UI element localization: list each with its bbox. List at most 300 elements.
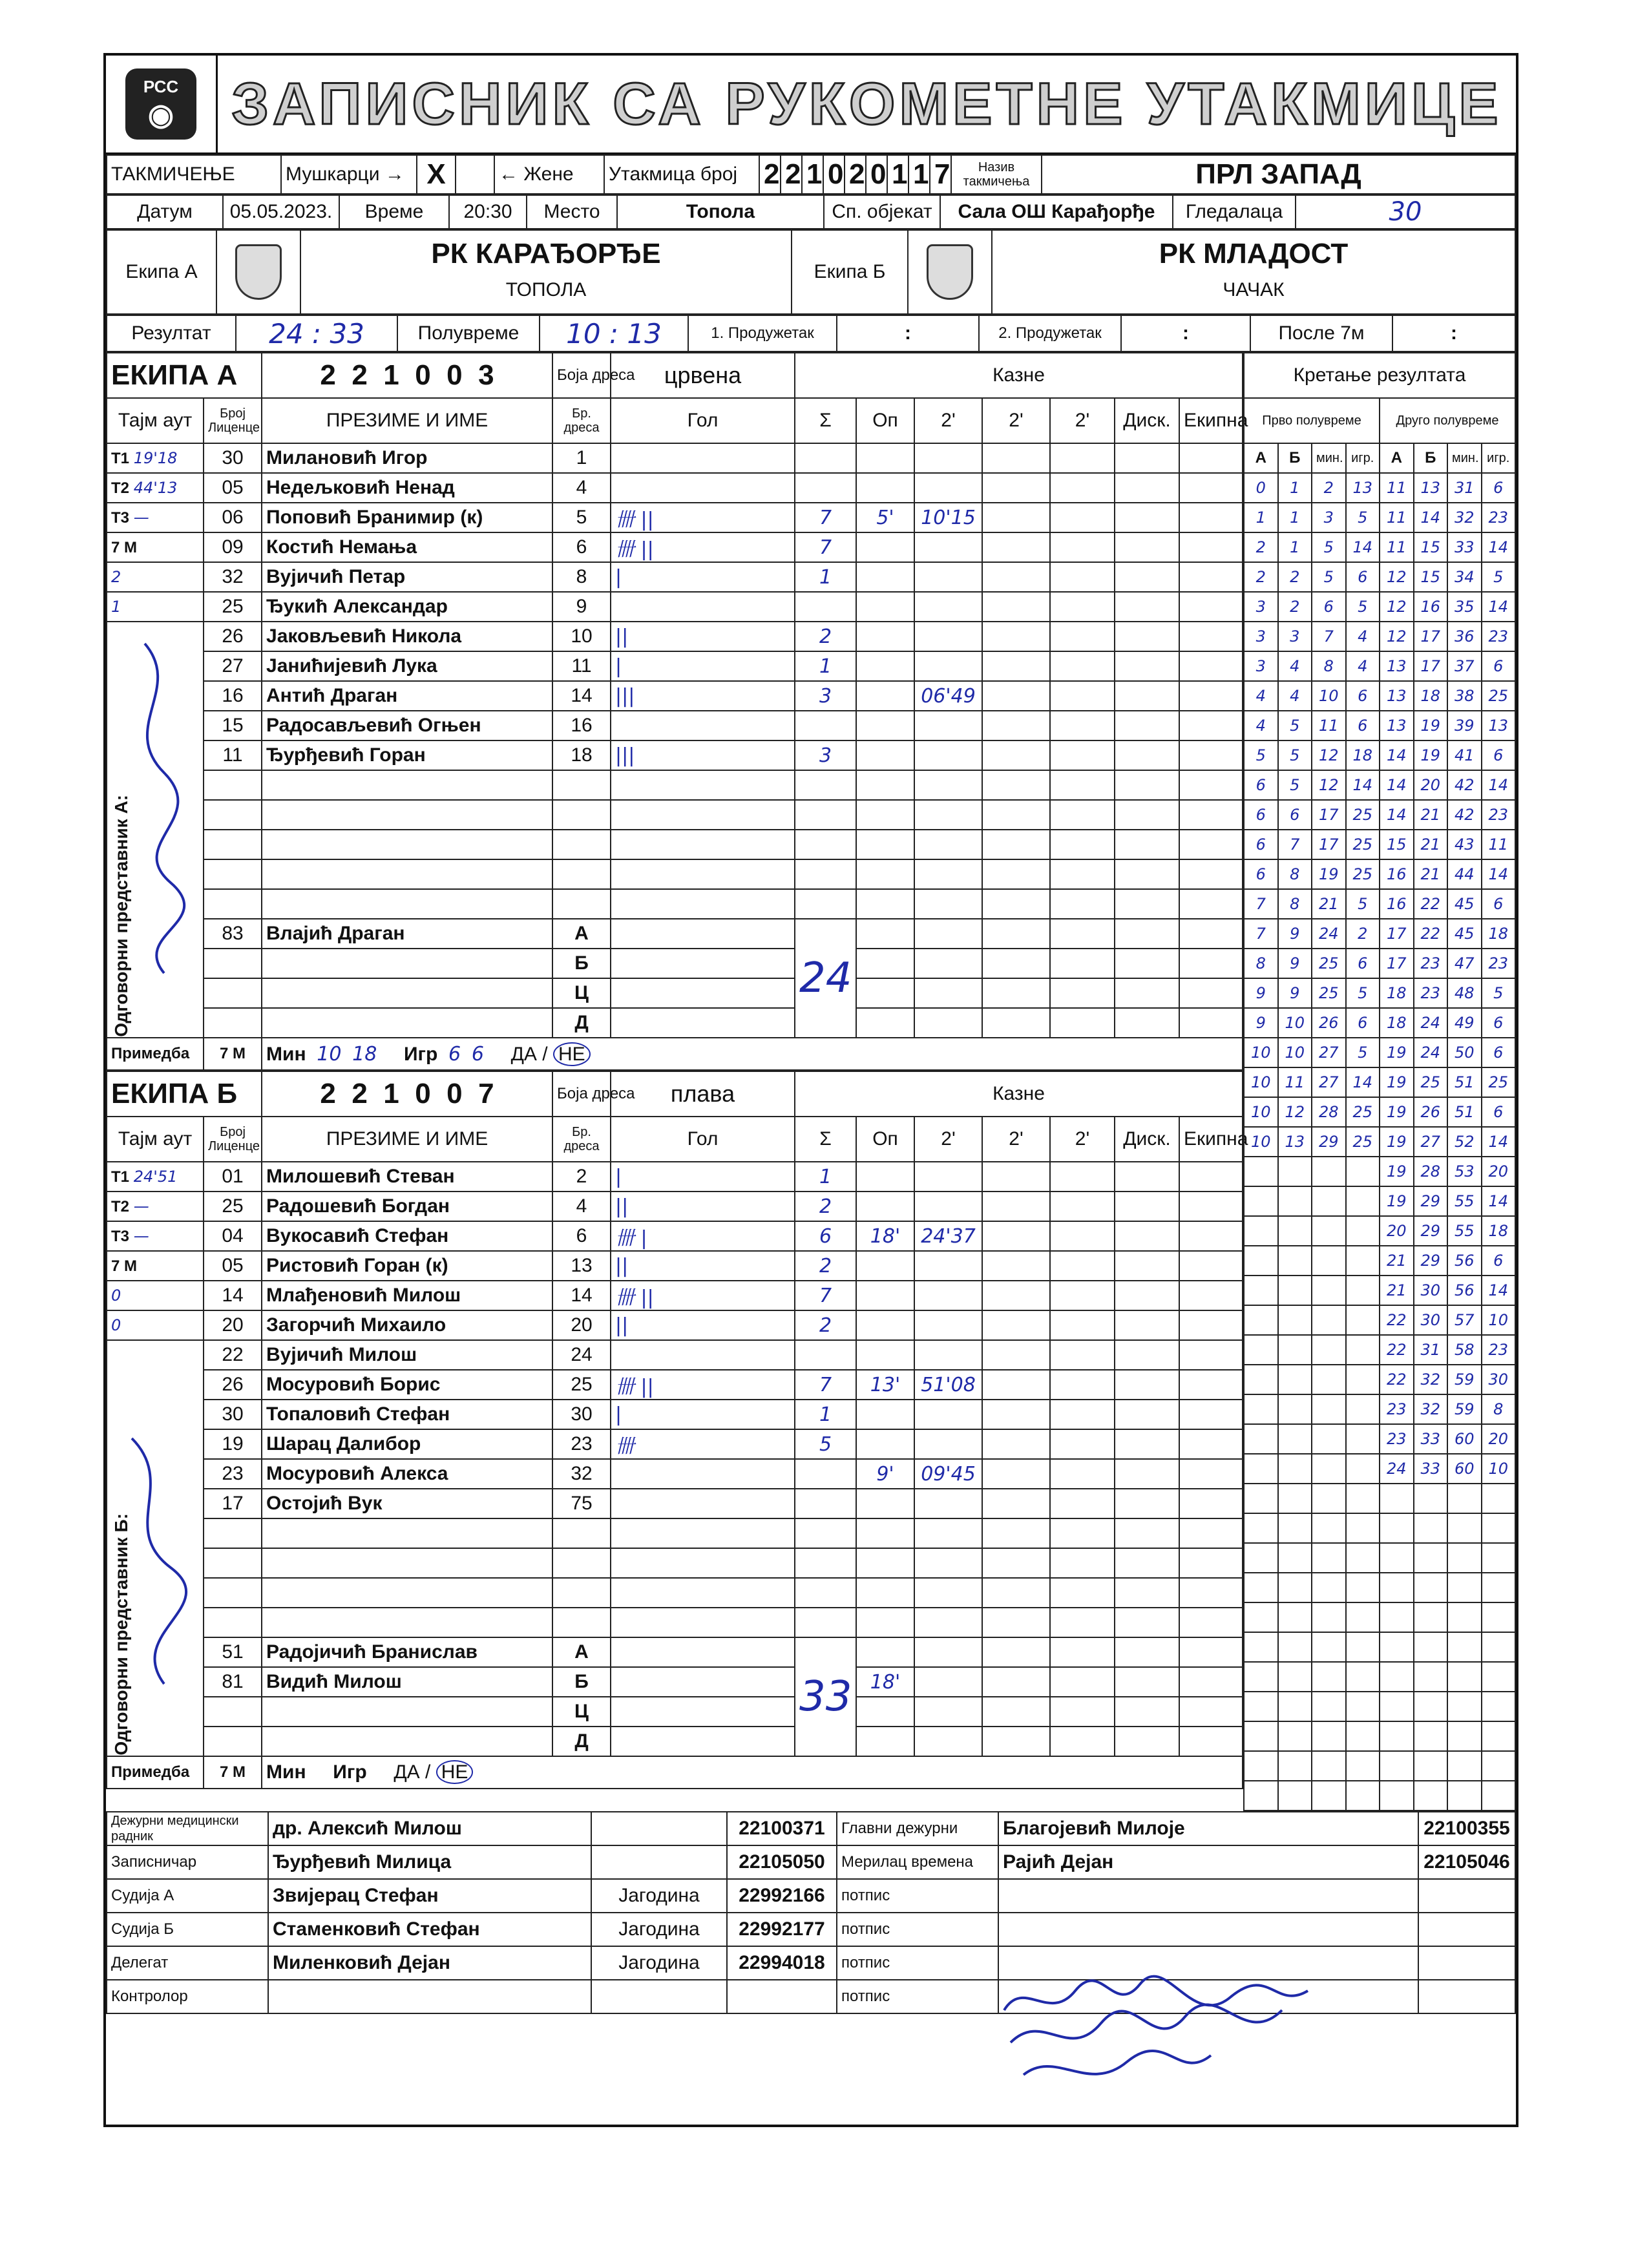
second-half-cell: 11 xyxy=(1380,473,1414,503)
first-half-cell: 2 xyxy=(1244,562,1278,592)
progress-row xyxy=(1244,622,1515,651)
first-half-cell: 8 xyxy=(1278,859,1312,889)
jersey-number: 2 xyxy=(552,1162,611,1192)
goals-tally xyxy=(611,1697,795,1727)
second-half-cell: 14 xyxy=(1482,1127,1516,1157)
progress-row xyxy=(1244,919,1515,949)
goals-tally xyxy=(611,1340,795,1370)
second-half-cell: 35 xyxy=(1447,592,1482,622)
player-name xyxy=(262,1697,552,1727)
first-half-cell: 12 xyxy=(1312,740,1346,770)
timeout-label: T1 xyxy=(111,449,130,467)
first-half-cell xyxy=(1278,1513,1312,1543)
team-penalty-cell xyxy=(1179,740,1243,770)
suspension-time xyxy=(914,1727,982,1756)
first-half-cell xyxy=(1278,1365,1312,1394)
second-half-cell: 51 xyxy=(1447,1097,1482,1127)
first-half-cell: 4 xyxy=(1244,711,1278,740)
title-bar xyxy=(106,56,1516,154)
jersey-number: 9 xyxy=(552,592,611,622)
second-half-cell xyxy=(1482,1662,1516,1692)
match-no-digit: 2 xyxy=(759,155,781,194)
second-half-cell: 8 xyxy=(1482,1394,1516,1424)
official-role: Делегат xyxy=(107,1946,268,1980)
association-abbr: РСС xyxy=(143,76,179,96)
first-half-cell xyxy=(1346,1365,1380,1394)
jersey-number: 20 xyxy=(552,1310,611,1340)
second-half-cell xyxy=(1380,1513,1414,1543)
second-half-cell: 6 xyxy=(1482,1246,1516,1276)
second-half-cell: 19 xyxy=(1380,1038,1414,1067)
document-title: ЗАПИСНИК СА РУКОМЕТНЕ УТАКМИЦЕ xyxy=(231,70,1502,137)
first-half-cell: 10 xyxy=(1244,1067,1278,1097)
first-half-cell: 2 xyxy=(1278,592,1312,622)
second-half-cell: 60 xyxy=(1447,1424,1482,1454)
progress-row xyxy=(1244,1692,1515,1721)
jersey-color-label: Боја дреса xyxy=(552,353,611,398)
goals-sum xyxy=(795,859,856,889)
suspension-time xyxy=(1050,1400,1115,1429)
first-half-cell xyxy=(1244,1781,1278,1811)
first-half-cell: 9 xyxy=(1278,919,1312,949)
first-half-cell xyxy=(1244,1632,1278,1662)
suspension-time xyxy=(914,1400,982,1429)
second-half-cell: 23 xyxy=(1380,1424,1414,1454)
suspension-time xyxy=(1050,1727,1115,1756)
team-penalty-cell xyxy=(1179,978,1243,1008)
player-name: Ђурђевић Горан xyxy=(262,740,552,770)
first-half-cell xyxy=(1346,1276,1380,1305)
second-half-cell: 31 xyxy=(1447,473,1482,503)
timeout-value: 19'18 xyxy=(133,448,178,467)
first-half-cell xyxy=(1312,1454,1346,1484)
second-half-cell: 23 xyxy=(1482,503,1516,532)
second-half-cell: 21 xyxy=(1380,1246,1414,1276)
first-half-cell: 6 xyxy=(1278,800,1312,830)
second-half-cell: 19 xyxy=(1380,1097,1414,1127)
second-half-cell: 22 xyxy=(1380,1365,1414,1394)
warning-time: 5' xyxy=(856,503,914,532)
player-row xyxy=(107,770,1243,800)
first-half-cell xyxy=(1278,1573,1312,1602)
second-half-cell xyxy=(1482,1632,1516,1662)
second-half-cell: 45 xyxy=(1447,919,1482,949)
first-half-cell: 5 xyxy=(1278,770,1312,800)
men-mark[interactable]: X xyxy=(417,155,456,194)
suspension-time xyxy=(914,1251,982,1281)
disqualification-cell xyxy=(1115,1518,1179,1548)
first-half-cell xyxy=(1346,1157,1380,1186)
suspension-time xyxy=(914,978,982,1008)
official-role: Судија А xyxy=(107,1879,268,1913)
sevenm-label: 7 М xyxy=(204,1756,262,1789)
halftime-result: 10 : 13 xyxy=(540,315,688,352)
first-half-cell xyxy=(1312,1662,1346,1692)
license-cell xyxy=(204,859,262,889)
first-half-cell: 4 xyxy=(1278,681,1312,711)
suspension-time xyxy=(1050,1251,1115,1281)
official-row xyxy=(107,1812,1515,1845)
official-letter: Б xyxy=(552,949,611,978)
team-penalty-cell xyxy=(1179,1578,1243,1608)
first-half-cell: 5 xyxy=(1278,711,1312,740)
player-row xyxy=(107,800,1243,830)
suspension-time xyxy=(982,1008,1050,1038)
second-half-cell: 14 xyxy=(1482,1186,1516,1216)
second-half-cell xyxy=(1380,1543,1414,1573)
goals-sum xyxy=(795,830,856,859)
progress-row xyxy=(1244,800,1515,830)
warning-time xyxy=(856,800,914,830)
player-name: Радошевић Богдан xyxy=(262,1192,552,1221)
suspension-time xyxy=(1050,978,1115,1008)
first-half-cell: 8 xyxy=(1244,949,1278,978)
second-half-cell: 6 xyxy=(1482,1038,1516,1067)
suspension-time xyxy=(982,1162,1050,1192)
suspension-time xyxy=(1050,919,1115,949)
player-row xyxy=(107,1310,1243,1340)
license-cell xyxy=(204,978,262,1008)
goals-sum: 1 xyxy=(795,562,856,592)
goals-sum: 5 xyxy=(795,1429,856,1459)
player-row xyxy=(107,1578,1243,1608)
timeout-value: — xyxy=(133,508,149,527)
suspension-time xyxy=(914,830,982,859)
suspension-time xyxy=(914,651,982,681)
first-half-cell: 21 xyxy=(1312,889,1346,919)
license-cell: 05 xyxy=(204,473,262,503)
suspension-time xyxy=(914,1548,982,1578)
player-name: Радојичић Бранислав xyxy=(262,1637,552,1667)
competition-label: ТАКМИЧЕЊЕ xyxy=(107,155,281,194)
second-half-cell: 60 xyxy=(1447,1454,1482,1484)
suspension-time xyxy=(1050,1192,1115,1221)
suspension-time xyxy=(914,770,982,800)
first-half-cell xyxy=(1244,1424,1278,1454)
suspension-time xyxy=(1050,770,1115,800)
suspension-time xyxy=(1050,503,1115,532)
player-name xyxy=(262,1727,552,1756)
first-half-cell xyxy=(1312,1692,1346,1721)
second-half-cell: 17 xyxy=(1414,651,1448,681)
second-half-cell: 19 xyxy=(1380,1186,1414,1216)
team-penalty-cell xyxy=(1179,681,1243,711)
suspension-time: 06'49 xyxy=(914,681,982,711)
disqualification-cell xyxy=(1115,562,1179,592)
second-half-cell: 32 xyxy=(1414,1365,1448,1394)
first-half-cell xyxy=(1346,1216,1380,1246)
license-cell xyxy=(204,949,262,978)
team-penalty-cell xyxy=(1179,443,1243,473)
first-half-cell: 7 xyxy=(1312,622,1346,651)
first-half-cell xyxy=(1278,1157,1312,1186)
license-cell xyxy=(204,830,262,859)
team-penalty-cell xyxy=(1179,859,1243,889)
first-half-cell: 29 xyxy=(1312,1127,1346,1157)
official-license xyxy=(727,1980,837,2013)
first-half-cell xyxy=(1312,1573,1346,1602)
match-no-digit: 1 xyxy=(909,155,930,194)
license-cell: 23 xyxy=(204,1459,262,1489)
first-half-cell: 10 xyxy=(1312,681,1346,711)
suspension-time xyxy=(982,889,1050,919)
suspension-time xyxy=(982,949,1050,978)
suspension-time xyxy=(1050,1548,1115,1578)
goals-tally: 卌 xyxy=(611,1429,795,1459)
timeout-value: 44'13 xyxy=(133,478,178,497)
first-half-cell: 11 xyxy=(1312,711,1346,740)
second-half-cell: 20 xyxy=(1414,770,1448,800)
license-cell xyxy=(204,1548,262,1578)
disqualification-cell xyxy=(1115,1221,1179,1251)
first-half-cell xyxy=(1346,1602,1380,1632)
player-row xyxy=(107,1251,1243,1281)
final-result: 24 : 33 xyxy=(236,315,397,352)
license-cell: 15 xyxy=(204,711,262,740)
note-label: Примедба xyxy=(107,1756,204,1789)
first-half-cell xyxy=(1312,1721,1346,1751)
second-half-cell: 22 xyxy=(1380,1335,1414,1365)
goals-sum: 2 xyxy=(795,1251,856,1281)
official-name: Звијерац Стефан xyxy=(268,1879,591,1913)
second-half-cell: 53 xyxy=(1447,1157,1482,1186)
team-b-name: РК МЛАДОСТ xyxy=(1159,238,1349,269)
second-half-cell: 56 xyxy=(1447,1276,1482,1305)
timeout-label: T3 xyxy=(111,509,130,527)
team-penalty-cell xyxy=(1179,889,1243,919)
first-half-cell: 4 xyxy=(1244,681,1278,711)
first-half-cell: 5 xyxy=(1346,889,1380,919)
first-half-cell: 10 xyxy=(1278,1008,1312,1038)
suspension-time xyxy=(982,800,1050,830)
match-no-digit: 2 xyxy=(781,155,802,194)
timeout-label: 7 M xyxy=(111,1257,138,1275)
timeout-cell xyxy=(107,473,204,503)
team-b-jersey-color: плава xyxy=(611,1071,795,1117)
time-label: Време xyxy=(339,195,449,229)
overtime2-value: : xyxy=(1121,315,1250,352)
first-half-cell xyxy=(1244,1662,1278,1692)
official-license-2 xyxy=(1418,1913,1515,1946)
overtime1-value: : xyxy=(837,315,979,352)
warning-time xyxy=(856,740,914,770)
official-row xyxy=(107,1946,1515,1980)
official-name: др. Алексић Милош xyxy=(268,1812,591,1845)
license-cell: 81 xyxy=(204,1667,262,1697)
second-half-cell: 38 xyxy=(1447,681,1482,711)
suspension-time xyxy=(1050,622,1115,651)
goals-tally xyxy=(611,1667,795,1697)
team-penalty-cell xyxy=(1179,770,1243,800)
second-half-cell xyxy=(1380,1781,1414,1811)
suspension-time xyxy=(982,473,1050,503)
warning-time xyxy=(856,1548,914,1578)
jersey-number: 23 xyxy=(552,1429,611,1459)
player-name: Ђукић Александар xyxy=(262,592,552,622)
second-half-cell: 24 xyxy=(1414,1008,1448,1038)
player-name xyxy=(262,978,552,1008)
second-half-cell: 14 xyxy=(1482,770,1516,800)
warning-time xyxy=(856,592,914,622)
goals-tally xyxy=(611,1459,795,1489)
second-half-cell: 28 xyxy=(1414,1157,1448,1186)
second-half-cell: 44 xyxy=(1447,859,1482,889)
second-half-cell xyxy=(1447,1721,1482,1751)
license-cell: 26 xyxy=(204,1370,262,1400)
second-half-cell: 29 xyxy=(1414,1216,1448,1246)
suspension-time xyxy=(914,949,982,978)
suspension-time xyxy=(1050,1162,1115,1192)
team-a-note-row xyxy=(107,1038,1243,1070)
second-half-cell xyxy=(1482,1692,1516,1721)
official-name-2 xyxy=(998,1913,1418,1946)
player-name: Мосуровић Алекса xyxy=(262,1459,552,1489)
disqualification-cell xyxy=(1115,1697,1179,1727)
official-letter: Ц xyxy=(552,978,611,1008)
goals-sum xyxy=(795,800,856,830)
second-half-cell xyxy=(1447,1751,1482,1781)
second-half-cell: 55 xyxy=(1447,1216,1482,1246)
license-cell: 11 xyxy=(204,740,262,770)
jersey-number: 30 xyxy=(552,1400,611,1429)
second-half-cell xyxy=(1414,1602,1448,1632)
official-role-2: Мерилац времена xyxy=(837,1845,998,1879)
jersey-number xyxy=(552,1548,611,1578)
first-half-cell xyxy=(1346,1721,1380,1751)
timeout-cell xyxy=(107,1251,204,1281)
match-no-digit: 1 xyxy=(802,155,823,194)
timeout-cell xyxy=(107,562,204,592)
second-half-cell xyxy=(1482,1484,1516,1513)
main-grid xyxy=(106,352,1516,1811)
first-half-cell xyxy=(1346,1573,1380,1602)
player-name xyxy=(262,1548,552,1578)
suspension-time xyxy=(982,1727,1050,1756)
second-half-cell: 18 xyxy=(1482,1216,1516,1246)
first-half-cell: 5 xyxy=(1346,592,1380,622)
first-half-cell xyxy=(1278,1751,1312,1781)
second-half-cell: 13 xyxy=(1380,651,1414,681)
goals-sum: 1 xyxy=(795,651,856,681)
team-penalty-cell xyxy=(1179,1008,1243,1038)
suspension-time xyxy=(1050,681,1115,711)
player-name: Вујичић Петар xyxy=(262,562,552,592)
second-half-cell: 25 xyxy=(1482,1067,1516,1097)
second-half-cell: 11 xyxy=(1482,830,1516,859)
first-half-cell: 5 xyxy=(1312,532,1346,562)
license-cell xyxy=(204,889,262,919)
license-cell: 51 xyxy=(204,1637,262,1667)
progress-row xyxy=(1244,532,1515,562)
team-penalty-cell xyxy=(1179,1251,1243,1281)
second-half-cell: 41 xyxy=(1447,740,1482,770)
first-half-cell xyxy=(1312,1394,1346,1424)
first-half-cell: 7 xyxy=(1278,830,1312,859)
license-cell xyxy=(204,1578,262,1608)
second-half-cell: 25 xyxy=(1414,1067,1448,1097)
second-half-cell: 18 xyxy=(1380,978,1414,1008)
second-half-cell: 51 xyxy=(1447,1067,1482,1097)
team-penalty-cell xyxy=(1179,1340,1243,1370)
player-row xyxy=(107,1489,1243,1518)
second-half-cell: 15 xyxy=(1414,532,1448,562)
disqualification-cell xyxy=(1115,1281,1179,1310)
team-a-logo xyxy=(235,244,282,300)
first-half-cell xyxy=(1278,1781,1312,1811)
match-report-sheet xyxy=(103,53,1518,2127)
player-row xyxy=(107,1429,1243,1459)
suspension-time xyxy=(982,919,1050,949)
license-cell: 06 xyxy=(204,503,262,532)
official-role-2: потпис xyxy=(837,1879,998,1913)
player-row xyxy=(107,1221,1243,1251)
progress-row xyxy=(1244,1335,1515,1365)
goals-sum xyxy=(795,711,856,740)
second-half-cell: 6 xyxy=(1482,651,1516,681)
second-half-cell: 25 xyxy=(1482,681,1516,711)
progress-row xyxy=(1244,1216,1515,1246)
second-half-cell: 16 xyxy=(1380,859,1414,889)
suspension-time xyxy=(1050,1459,1115,1489)
second-half-cell xyxy=(1482,1513,1516,1543)
license-cell: 19 xyxy=(204,1429,262,1459)
first-half-cell: 10 xyxy=(1244,1097,1278,1127)
jersey-number: 4 xyxy=(552,1192,611,1221)
team-a-jersey-color: црвена xyxy=(611,353,795,398)
warning-time xyxy=(856,532,914,562)
warning-time xyxy=(856,859,914,889)
team-penalty-cell xyxy=(1179,830,1243,859)
second-half-cell: 33 xyxy=(1414,1424,1448,1454)
goals-tally xyxy=(611,473,795,503)
second-half-cell: 42 xyxy=(1447,800,1482,830)
second-half-cell: 45 xyxy=(1447,889,1482,919)
license-cell: 17 xyxy=(204,1489,262,1518)
first-half-cell: 11 xyxy=(1278,1067,1312,1097)
suspension-time xyxy=(1050,1637,1115,1667)
second-half-cell xyxy=(1414,1692,1448,1721)
second-half-cell: 19 xyxy=(1380,1067,1414,1097)
progress-row xyxy=(1244,651,1515,681)
suspension-time xyxy=(982,1370,1050,1400)
first-half-cell: 13 xyxy=(1346,473,1380,503)
warning-time xyxy=(856,1578,914,1608)
second-half-cell: 23 xyxy=(1414,949,1448,978)
goals-tally xyxy=(611,1548,795,1578)
second-half-cell: 19 xyxy=(1414,711,1448,740)
disqualification-cell xyxy=(1115,1667,1179,1697)
player-name: Топаловић Стефан xyxy=(262,1400,552,1429)
disqualification-cell xyxy=(1115,443,1179,473)
first-half-cell: 17 xyxy=(1312,800,1346,830)
first-half-cell: 9 xyxy=(1244,978,1278,1008)
first-half-cell: 4 xyxy=(1278,651,1312,681)
suspension-time xyxy=(914,592,982,622)
goals-tally: 卌 || xyxy=(611,1281,795,1310)
second-half-cell xyxy=(1414,1632,1448,1662)
disqualification-cell xyxy=(1115,1637,1179,1667)
first-half-cell xyxy=(1278,1335,1312,1365)
suspension-time xyxy=(1050,532,1115,562)
player-name: Антић Драган xyxy=(262,681,552,711)
player-name: Влајић Драган xyxy=(262,919,552,949)
first-half-cell xyxy=(1244,1454,1278,1484)
first-half-cell xyxy=(1346,1751,1380,1781)
first-half-cell: 3 xyxy=(1312,503,1346,532)
suspension-time xyxy=(982,562,1050,592)
goals-tally: || xyxy=(611,1310,795,1340)
second-half-cell: 22 xyxy=(1414,889,1448,919)
